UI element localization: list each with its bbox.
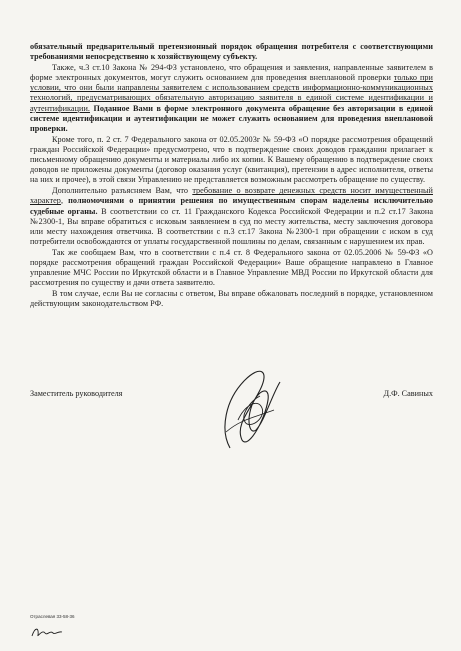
footer-note: Отраслевая 33-58-36 <box>30 614 75 619</box>
text-segment: Поданное Вами в форме электронного документа обращение без авторизации в единой системе идентификации и аутентификации не может служить основанием для проведения внеплановой проверки. <box>30 103 433 133</box>
handwritten-signature <box>190 360 300 455</box>
text-segment: полномочиями о принятии решения по имущественным спорам наделены исключительно судебные органы. <box>30 196 433 216</box>
paragraph-6 <box>30 289 433 309</box>
signatory-position: Заместитель руководителя <box>30 389 123 398</box>
text-segment: обязательный предварительный претензионный порядок обращения потребителя с соответствующими требованиями непосредственно к хозяйствующему субъекту. <box>30 42 433 62</box>
signatory-name: Д.Ф. Савиных <box>383 389 433 398</box>
text-segment: , <box>60 196 69 206</box>
text-segment: только при условии, что они были направлены заявителем с использованием средств информационно-коммуникационных технологий, предусматривающих обязательную авторизацию заявителя в единой системе идентификации и аутентификации. <box>30 73 433 113</box>
text-segment: Также, ч.3 ст.10 Закона № 294-ФЗ установлено, что обращения и заявления, направленные заявителем в форме электронных документов, могут служить основанием для проведения внеплановой проверки <box>30 63 433 83</box>
text-segment: Так же сообщаем Вам, что в соответствии с п.4 ст. 8 Федерального закона от 02.05.2006 № 59-ФЗ «О порядке рассмотрения обращений граждан Российской Федерации» Ваше обращение направлено в Главное управление МЧС России по Иркутской области и в Главное Управление МВД России по Иркутской области для рассмотрения по существу и дачи ответа заявителю. <box>30 247 433 288</box>
initials-mark <box>30 625 64 639</box>
paragraph-4 <box>30 186 433 247</box>
text-segment: Кроме того, п. 2 ст. 7 Федерального закона от 02.05.2003г № 59-ФЗ «О порядке рассмотрения обращений граждан Российской Федерации» предусмотрено, что в подтверждение своих доводов гражданин прилагает к письменному обращению документы и материалы либо их копии. К Вашему обращению в подтверждение своих доводов не приложены документы (договор оказания услуг (квитанция), претензии в адрес исполнителя, ответы на них и прочее), в этой связи Управлению не представляется возможным рассмотреть обращение по существу. <box>30 134 433 185</box>
text-segment: Дополнительно разъясняем Вам, что <box>52 186 193 196</box>
paragraph-5 <box>30 248 433 288</box>
letter-body <box>30 42 433 309</box>
paragraph-2 <box>30 63 433 134</box>
paragraph-3 <box>30 135 433 185</box>
text-segment: В соответствии со ст. 11 Гражданского Кодекса Российской Федерации и п.2 ст.17 Закона №2300-1, Вы вправе обратиться с исковым заявлением в суд по месту жительства, месту заключения договора или месту нахождения ответчика. В соответствии с п.3 ст.17 Закона №2300-1 при обращении с иском в суд потребители освобождаются от уплаты государственной пошлины по делам, связанным с нарушением их прав. <box>30 206 434 246</box>
text-segment: требование о возврате денежных средств носит имущественный характер <box>30 186 433 206</box>
paragraph-1 <box>30 42 433 62</box>
text-segment: В том случае, если Вы не согласны с ответом, Вы вправе обжаловать последний в порядке, установленном действующим законодательством РФ. <box>30 289 433 309</box>
